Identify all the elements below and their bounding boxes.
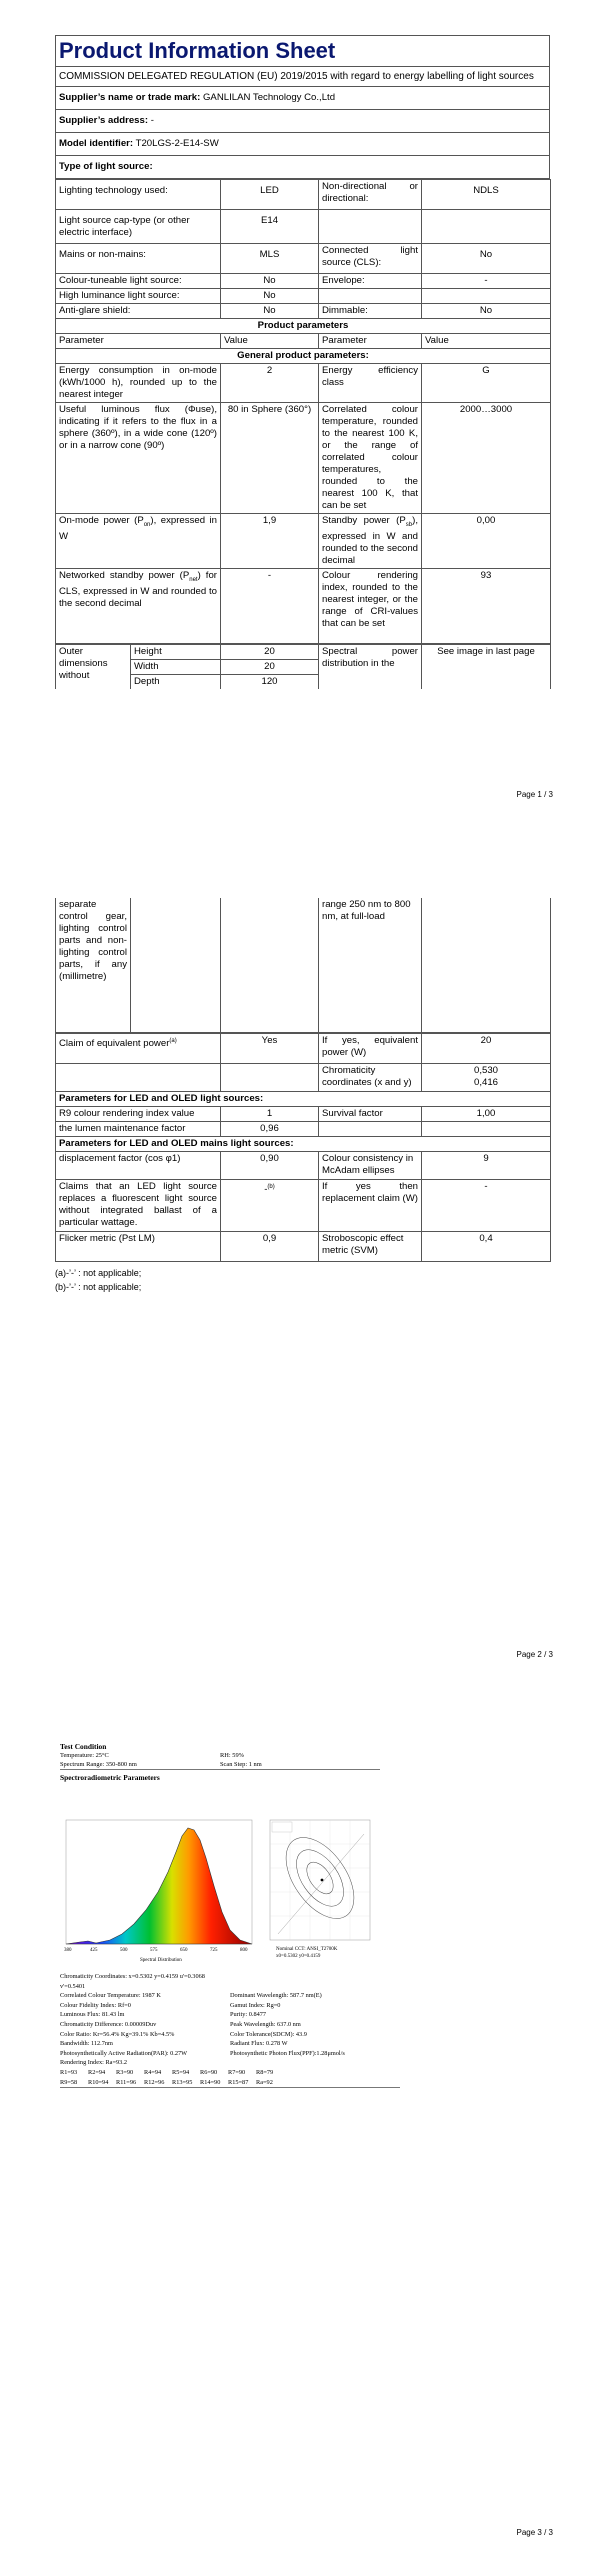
address-row [56,110,550,133]
spectro-params [60,1972,400,2088]
envelope-label: Envelope: [319,274,422,289]
chroma-x: 0,530 [473,1064,498,1076]
cie-ellipse-chart [268,1816,378,1964]
sheet-title: Product Information Sheet [56,36,550,67]
col-value-1: Value [221,334,319,349]
page-number-2: Page 2 / 3 [516,1650,553,1659]
led-heading: Parameters for LED and OLED light sources: [56,1091,551,1106]
cie-legend-box [272,1822,292,1832]
standby-value: 0,00 [422,514,551,569]
scan-step: Scan Step: 1 nm [220,1761,262,1768]
measured-point [321,1879,324,1882]
supplier-label: Supplier’s name or trade mark: [59,92,201,103]
chroma-label: Chromaticity coordinates (x and y) [319,1063,422,1091]
footnote-b: (b)-’-’ : not applicable; [55,1281,142,1292]
outer-dim-label: Outer dimensions without [56,644,131,689]
cap-label: Light source cap-type (or other electric interface) [56,210,221,244]
directional-label: Non-directional or directional: [319,180,422,210]
param-6b: Radiant Flux: 0.278 W [230,2040,288,2048]
header-table [55,35,550,179]
param-8b [230,2058,400,2068]
height-value: 20 [221,644,319,659]
equiv-label: Claim of equivalent power$^{(a)}$ [56,1033,221,1063]
cie-caption-2: x0=0.5302 y0=0.4159 [276,1954,321,1959]
anti-glare-value: No [221,304,319,319]
flicker-label: Flicker metric (Pst LM) [56,1231,221,1261]
outer-dim-continued: separate control gear, lighting control parts and non-lighting control parts, if any (millimetre) [56,898,131,1032]
cap-value: E14 [221,210,319,244]
depth-value: 120 [221,674,319,689]
param-5b: Color Tolerance(SDCM): 43.9 [230,2030,307,2038]
ri-row-2: R9=58 R10=94 R11=96 R12=96 R13=95 R14=90 R15=87 Ra=92 [60,2078,400,2089]
onmode-value: 1,9 [221,514,319,569]
footnote-a: (a)-’-’ : not applicable; [55,1267,142,1278]
cct-label: Correlated colour temperature, rounded to the nearest 100 K, or the range of correlated colour temperatures, rounded to the nearest 100 K, that can be set [319,403,422,514]
general-heading: General product parameters: [56,349,551,364]
high-lum-label: High luminance light source: [56,289,221,304]
energy-class-label: Energy efficiency class [319,364,422,403]
energy-class-value: G [422,364,551,403]
spec-tick-2: 500 [120,1948,128,1953]
survival-label: Survival factor [319,1106,422,1121]
netstandby-label: Networked standby power $(P_{net})$ for CLS, expressed in W and rounded to the second decimal [56,568,221,643]
param-8a: Rendering Index: Ra=93.2 [60,2059,128,2067]
param-4a: Chromaticity Difference: 0.00009Duv [60,2020,157,2028]
test-condition-heading: Test Condition [60,1742,107,1751]
param-5a: Color Ratio: Kr=56.4% Kg=39.1% Kb=4.5% [60,2030,175,2038]
ri-row-1: R1=93 R2=94 R3=90 R4=94 R5=94 R6=90 R7=90 R8=79 [60,2068,274,2076]
lumen-maint-label: the lumen maintenance factor [56,1121,221,1136]
param-3b: Purity: 0.8477 [230,2011,267,2019]
macadam-value: 9 [422,1151,551,1179]
param-2b: Gamut Index: Rg=0 [230,2001,281,2009]
page-1 [0,0,603,820]
params-table-2 [55,1033,551,1262]
test-condition-block [60,1742,380,1782]
spec-ticks [64,1948,248,1953]
col-value-2: Value [422,334,551,349]
disp-label: displacement factor (cos φ1) [56,1151,221,1179]
dimensions-continued [55,898,551,1033]
spd-value: See image in last page [422,644,551,689]
lighting-tech-value: LED [221,180,319,210]
envelope-value: - [422,274,551,289]
spec-tick-1: 425 [90,1948,98,1953]
lighting-tech-label: Lighting technology used: [56,180,221,210]
param-6a: Bandwidth: 112.7nm [60,2040,113,2048]
energy-value: 2 [221,364,319,403]
equiv-value: Yes [221,1033,319,1063]
footnotes [55,1266,550,1294]
model-row [56,133,550,156]
param-2a: Colour Fidelity Index: Rf=0 [60,2001,131,2009]
height-label: Height [131,644,221,659]
lumen-maint-value: 0,96 [221,1121,319,1136]
param-0a: Chromaticity Coordinates: x=0.5302 y=0.4159 u'=0.3068 v'=0.5401 [60,1973,205,1990]
address-value: - [150,115,154,126]
info-sheet-page-1 [55,35,550,689]
depth-label: Depth [131,674,221,689]
replacement-value: - [422,1179,551,1231]
model-value: T20LGS-2-E14-SW [135,138,219,149]
param-0b [230,1972,400,1991]
macadam-label: Colour consistency in McAdam ellipses [319,1151,422,1179]
param-4b: Peak Wavelength: 637.0 nm [230,2020,301,2028]
cls-value: No [422,244,551,274]
claims-value: -$^{(b)}$ [221,1179,319,1231]
svm-label: Stroboscopic effect metric (SVM) [319,1231,422,1261]
spd-continued: range 250 nm to 800 nm, at full-load [319,898,422,1032]
dimmable-value: No [422,304,551,319]
spectrum-range: Spectrum Range: 350-800 nm [60,1761,137,1768]
page-3 [0,1740,603,2560]
page-2 [0,880,603,1740]
flux-value: 80 in Sphere (360°) [221,403,319,514]
chroma-y: 0,416 [473,1076,498,1088]
spectral-distribution-chart [60,1816,256,1964]
param-1b: Dominant Wavelength: 587.7 nm(E) [230,1992,322,2000]
info-sheet-page-2 [55,898,550,1294]
cie-caption-1: Nominal CCT: ANSI_T2700K [276,1947,338,1952]
cct-value: 2000…3000 [422,403,551,514]
r9-label: R9 colour rendering index value [56,1106,221,1121]
product-params-heading: Product parameters [56,319,551,334]
spec-tick-3: 575 [150,1948,158,1953]
spec-tick-0: 380 [64,1948,72,1953]
spec-tick-6: 800 [240,1948,248,1953]
dimensions-table [55,644,551,689]
spec-tick-4: 650 [180,1948,188,1953]
page-number-3: Page 3 / 3 [516,2528,553,2537]
mains-value: MLS [221,244,319,274]
supplier-row [56,87,550,110]
chroma-values [422,1063,551,1091]
r9-value: 1 [221,1106,319,1121]
spectro-heading: Spectroradiometric Parameters [60,1773,160,1782]
colour-tune-label: Colour-tuneable light source: [56,274,221,289]
cri-label: Colour rendering index, rounded to the nearest integer, or the range of CRI-values that can be set [319,568,422,643]
directional-value: NDLS [422,180,551,210]
anti-glare-label: Anti-glare shield: [56,304,221,319]
onmode-label: On-mode power $(P_{on})$, expressed in W [56,514,221,569]
cls-label: Connected light source (CLS): [319,244,422,274]
param-3a: Luminous Flux: 81.43 lm [60,2011,125,2019]
temperature: Temperature: 25°C [60,1752,109,1759]
flux-label: Useful luminous flux (Φuse), indicating if it refers to the flux in a sphere (360º), in a wide cone (120º) or in a narrow cone (90º) [56,403,221,514]
col-parameter-1: Parameter [56,334,221,349]
supplier-value: GANLILAN Technology Co.,Ltd [202,92,336,103]
colour-tune-value: No [221,274,319,289]
light-source-table [55,179,551,644]
disp-value: 0,90 [221,1151,319,1179]
page-number-1: Page 1 / 3 [516,790,553,799]
model-label: Model identifier: [59,138,134,149]
cie-plot-area [270,1820,370,1940]
width-value: 20 [221,659,319,674]
replacement-label: If yes then replacement claim (W) [319,1179,422,1231]
address-label: Supplier’s address: [59,115,149,126]
rh: RH: 59% [220,1752,244,1759]
col-parameter-2: Parameter [319,334,422,349]
mains-heading: Parameters for LED and OLED mains light sources: [56,1136,551,1151]
spec-tick-5: 725 [210,1948,218,1953]
energy-label: Energy consumption in on-mode (kWh/1000 h), rounded up to the nearest integer [56,364,221,403]
equiv-power-value: 20 [422,1033,551,1063]
survival-value: 1,00 [422,1106,551,1121]
regulation-text: COMMISSION DELEGATED REGULATION (EU) 2019/2015 with regard to energy labelling of light sources [56,67,550,87]
param-7b: Photosynthetic Photon Flux(PPF):1.28μmol/s [230,2049,345,2057]
mains-label: Mains or non-mains: [56,244,221,274]
flicker-value: 0,9 [221,1231,319,1261]
svm-value: 0,4 [422,1231,551,1261]
cri-value: 93 [422,568,551,643]
type-label: Type of light source: [56,156,550,179]
high-lum-value: No [221,289,319,304]
netstandby-value: - [221,568,319,643]
param-7a: Photosynthetically Active Radiation(PAR): 0.27W [60,2049,188,2057]
claims-label: Claims that an LED light source replaces a fluorescent light source without integrated ballast of a particular wattage. [56,1179,221,1231]
param-1a: Correlated Colour Temperature: 1987 K [60,1992,161,2000]
dimmable-label: Dimmable: [319,304,422,319]
equiv-power-label: If yes, equivalent power (W) [319,1033,422,1063]
width-label: Width [131,659,221,674]
standby-label: Standby power $(P_{sb})$, expressed in W and rounded to the second decimal [319,514,422,569]
spectral-caption: Spectral Distribution [140,1958,182,1963]
spd-label: Spectral power distribution in the [319,644,422,689]
